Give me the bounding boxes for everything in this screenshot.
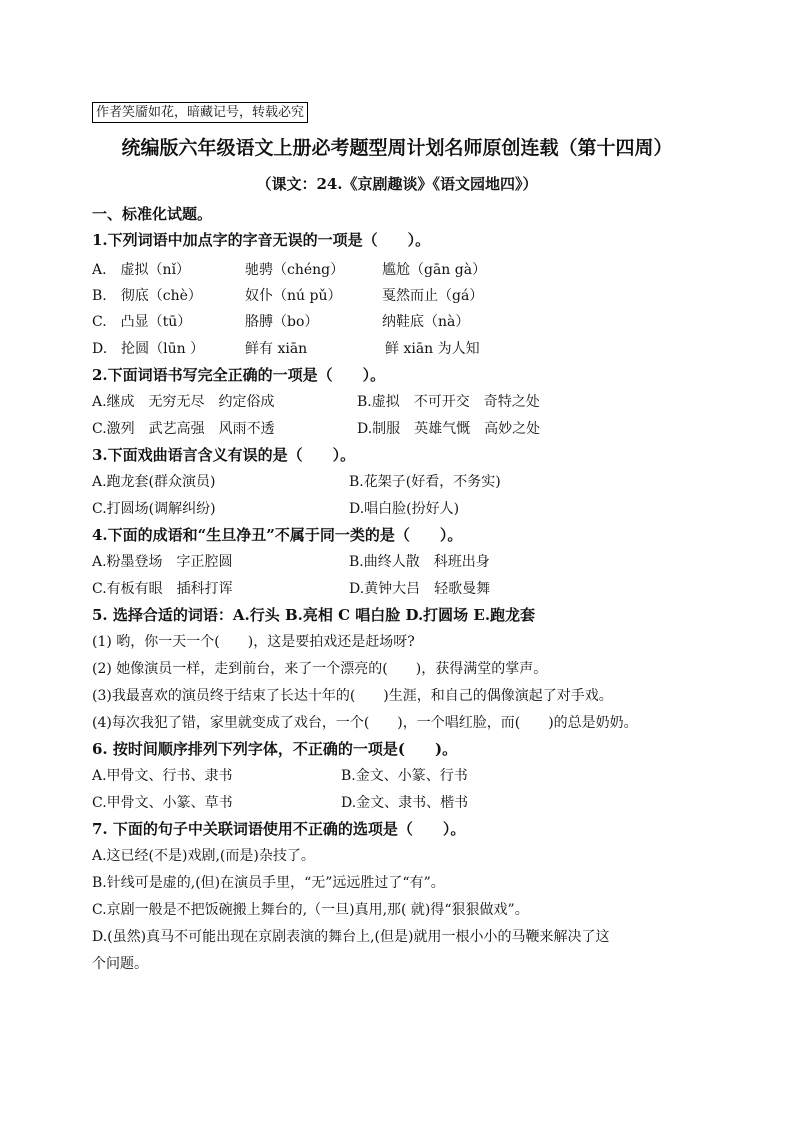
page-subtitle: （课文：24.《京剧趣谈》《语文园地四》） <box>256 175 538 193</box>
question-4-row <box>92 553 490 571</box>
option-word: C. 凸显（tū） <box>92 314 192 330</box>
option-text: A.跑龙套(群众演员) <box>92 474 216 490</box>
question-2-row <box>92 393 540 411</box>
question-7-stem: 7. 下面的句子中关联词语使用不正确的选项是（ ）。 <box>92 820 466 838</box>
copyright-notice: 作者笑靥如花，暗藏记号，转载必究 <box>92 102 308 123</box>
question-6-row <box>92 794 469 812</box>
option-word: 鲜有 xiān <box>245 341 308 357</box>
question-6-row <box>92 767 468 785</box>
option-text: B.金文、小篆、行书 <box>341 768 468 784</box>
option-text: C.有板有眼 插科打诨 <box>92 581 233 597</box>
page-title: 统编版六年级语文上册必考题型周计划名师原创连载（第十四周） <box>121 137 673 159</box>
question-1-option-d <box>92 340 480 358</box>
question-5-item: (3)我最喜欢的演员终于结束了长达十年的( )生涯，和自己的偶像演起了对手戏。 <box>92 688 613 704</box>
question-1-stem: 1.下列词语中加点字的字音无误的一项是（ ）。 <box>92 231 431 249</box>
option-text: C.打圆场(调解纠纷) <box>92 501 216 517</box>
question-7-option-continued: 个问题。 <box>92 956 148 972</box>
question-5-item: (2) 她像演员一样，走到前台，来了一个漂亮的( )，获得满堂的掌声。 <box>92 661 548 677</box>
option-text: A.甲骨文、行书、隶书 <box>92 768 233 784</box>
option-word: 奴仆（nú pǔ） <box>245 288 342 304</box>
question-1-option-b <box>92 287 484 305</box>
option-word: 尴尬（gān gà） <box>382 262 487 278</box>
question-7-option: A.这已经(不是)戏剧,(而是)杂技了。 <box>92 848 315 864</box>
option-text: B.花架子(好看，不务实) <box>349 474 501 490</box>
option-word: B. 彻底（chè） <box>92 288 202 304</box>
question-5-item: (4)每次我犯了错，家里就变成了戏台，一个( )，一个唱红脸，而( )的总是奶奶。 <box>92 715 638 731</box>
option-text: C.甲骨文、小篆、草书 <box>92 795 233 811</box>
question-3-row <box>92 473 501 491</box>
question-5-stem: 5. 选择合适的词语：A.行头 B.亮相 C 唱白脸 D.打圆场 E.跑龙套 <box>92 606 536 624</box>
question-1-option-c <box>92 313 470 331</box>
question-2-stem: 2.下面词语书写完全正确的一项是（ ）。 <box>92 366 386 384</box>
question-6-stem: 6. 按时间顺序排列下列字体，不正确的一项是( )。 <box>92 740 458 758</box>
option-text: C.激列 武艺高强 风雨不透 <box>92 421 275 437</box>
question-5-item: (1) 哟，你一天一个( )，这是要拍戏还是赶场呀? <box>92 634 415 650</box>
option-word: 胳膊（bo） <box>245 314 319 330</box>
option-word: 戛然而止（gá） <box>382 288 484 304</box>
option-word: A. 虚拟（nǐ） <box>92 262 191 278</box>
question-7-option: B.针线可是虚的,(但)在演员手里，“无”远远胜过了“有”。 <box>92 875 445 891</box>
question-3-row <box>92 500 460 518</box>
option-word: 驰骋（chéng） <box>245 262 345 278</box>
section-heading: 一、标准化试题。 <box>92 205 213 223</box>
question-4-row <box>92 580 491 598</box>
option-text: D.黄钟大吕 轻歌曼舞 <box>349 581 491 597</box>
option-text: B.虚拟 不可开交 奇特之处 <box>357 394 540 410</box>
question-3-stem: 3.下面戏曲语言含义有误的是（ ）。 <box>92 446 356 464</box>
question-2-row <box>92 420 541 438</box>
option-text: B.曲终人散 科班出身 <box>349 554 490 570</box>
question-4-stem: 4.下面的成语和“生旦净丑”不属于同一类的是（ ）。 <box>92 526 463 544</box>
option-text: A.继成 无穷无尽 约定俗成 <box>92 394 275 410</box>
question-7-option: C.京剧一般是不把饭碗搬上舞台的,（一旦)真用,那( 就)得“狠狠做戏”。 <box>92 902 529 918</box>
option-text: D.唱白脸(扮好人) <box>349 501 460 517</box>
option-text: D.金文、隶书、楷书 <box>341 795 469 811</box>
option-text: D.制服 英雄气慨 高妙之处 <box>357 421 541 437</box>
option-word: 纳鞋底（nà） <box>382 314 470 330</box>
option-word: 鲜 xiān 为人知 <box>385 341 480 357</box>
question-1-option-a <box>92 261 487 279</box>
option-text: A.粉墨登场 字正腔圆 <box>92 554 233 570</box>
question-7-option: D.(虽然)真马不可能出现在京剧表演的舞台上,(但是)就用一根小小的马鞭来解决了这 <box>92 929 610 945</box>
option-word: D. 抡圆（lūn ） <box>92 341 205 357</box>
